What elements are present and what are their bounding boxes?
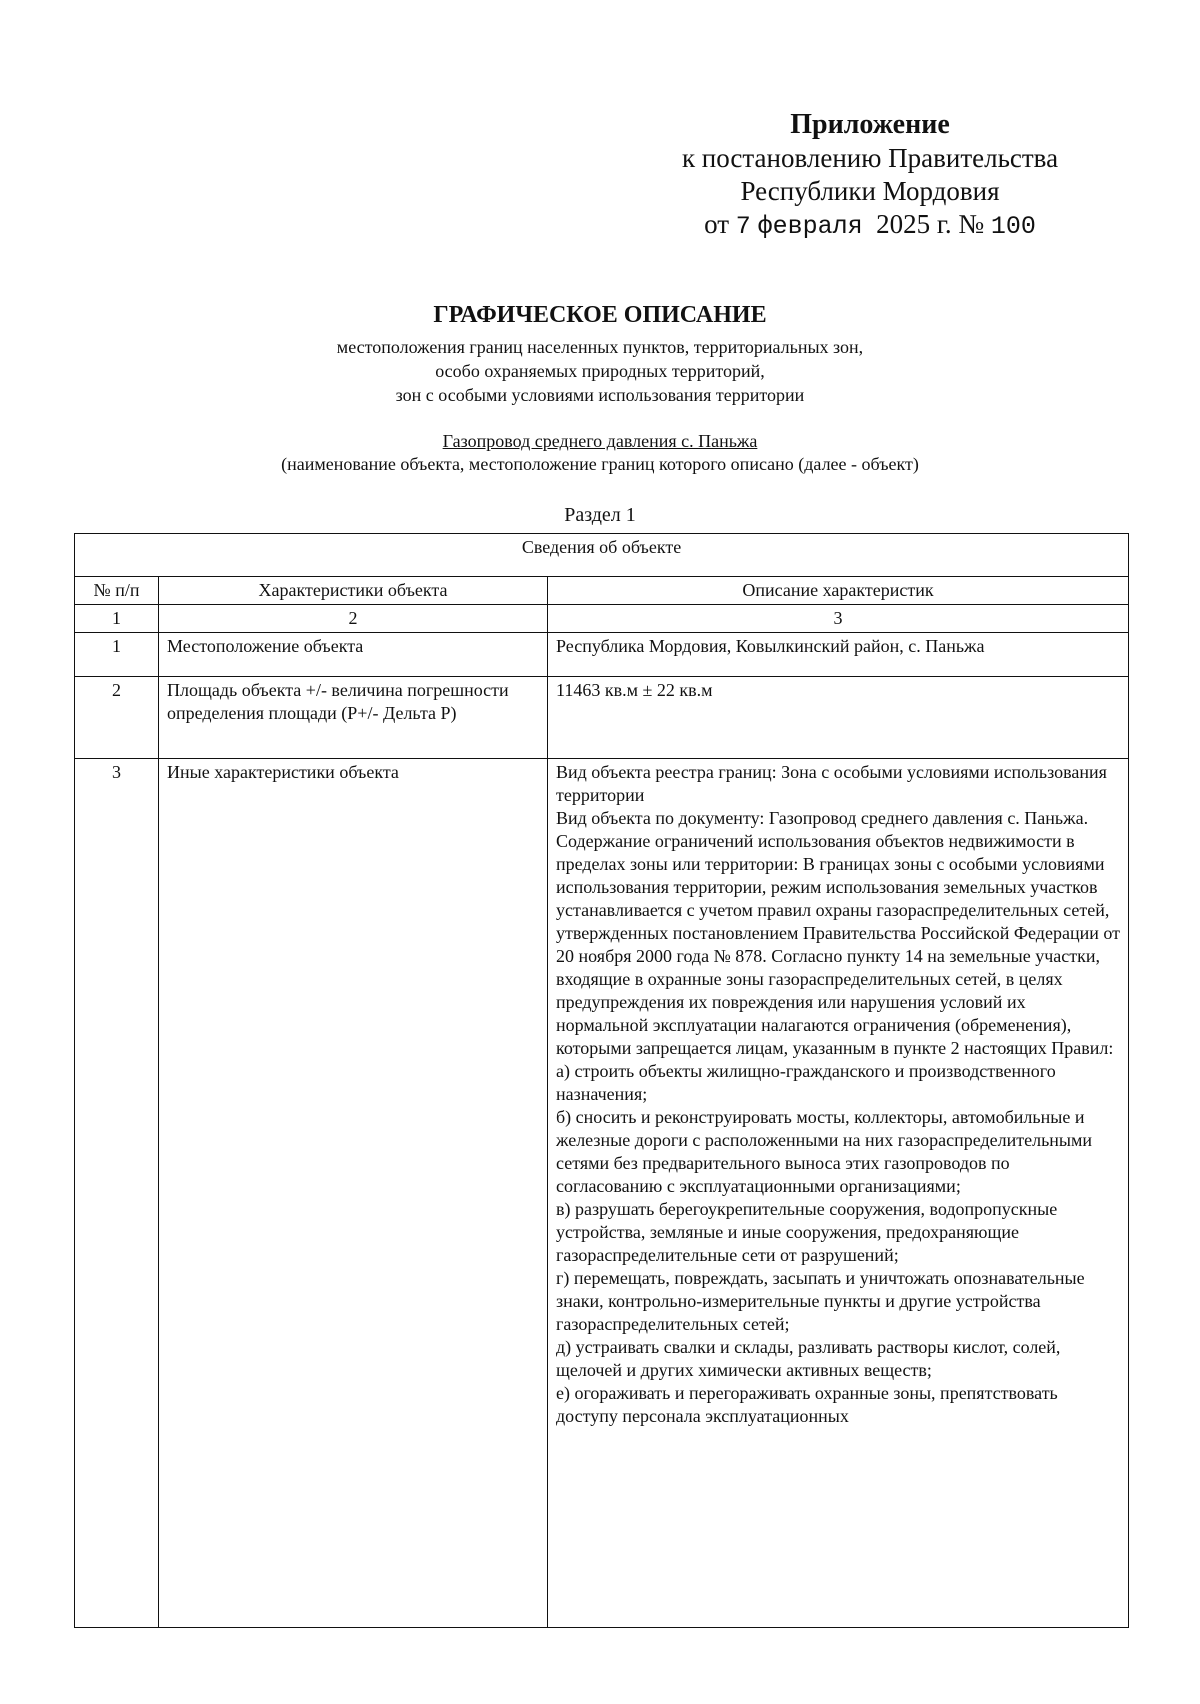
object-name-caption: (наименование объекта, местоположение границ которого описано (далее - объект) — [281, 454, 919, 474]
row-characteristic: Иные характеристики объекта — [159, 759, 548, 1628]
date-day: 7 — [735, 212, 751, 241]
description-paragraph: Содержание ограничений использования объектов недвижимости в пределах зоны или территории: В границах зоны с особыми условиями использования территории, режим использования земельных участков устанавливается с учетом правил охраны газораспределительных сетей, утвержденных постановлением Правительства Российской Федерации от 20 ноября 2000 года № 878. Согласно пункту 14 на земельные участки, входящие в охранные зоны газораспределительных сетей, в целях предупреждения их повреждения или нарушения условий их нормальной эксплуатации налагаются ограничения (обременения), которыми запрещается лицам, указанным в пункте 2 настоящих Правил: — [556, 831, 1120, 1058]
table-caption: Сведения об объекте — [75, 534, 1129, 577]
row-description — [548, 759, 1129, 1628]
document-number: 100 — [990, 212, 1036, 241]
table-row — [75, 633, 1129, 677]
date-year: 2025 г. — [876, 209, 952, 239]
object-name-block — [0, 430, 1200, 476]
appendix-date-line — [630, 208, 1110, 243]
description-paragraph: Вид объекта реестра границ: Зона с особыми условиями использования территории — [556, 762, 1107, 805]
subtitle-line: особо охраняемых природных территорий, — [435, 361, 765, 381]
section-label: Раздел 1 — [564, 504, 636, 526]
header-description: Описание характеристик — [548, 577, 1129, 605]
description-paragraph: г) перемещать, повреждать, засыпать и уничтожать опознавательные знаки, контрольно-измерительные пункты и другие устройства газораспределительных сетей; — [556, 1268, 1085, 1334]
description-paragraph: Республика Мордовия, Ковылкинский район, с. Паньжа — [556, 636, 985, 656]
subtitle-line: зон с особыми условиями использования территории — [395, 385, 805, 405]
row-number: 1 — [75, 633, 159, 677]
header-number: № п/п — [75, 577, 159, 605]
document-subtitle — [0, 335, 1200, 407]
description-paragraph: в) разрушать берегоукрепительные сооружения, водопропускные устройства, земляные и иные сооружения, предохраняющие газораспределительные сети от разрушений; — [556, 1199, 1058, 1265]
table-row — [75, 677, 1129, 759]
column-number: 3 — [548, 605, 1129, 633]
column-number: 1 — [75, 605, 159, 633]
appendix-title: Приложение — [790, 109, 950, 140]
appendix-line-2: Республики Мордовия — [740, 176, 1000, 206]
description-paragraph: 11463 кв.м ± 22 кв.м — [556, 680, 713, 700]
row-description — [548, 677, 1129, 759]
row-number: 3 — [75, 759, 159, 1628]
date-month: февраля — [757, 212, 863, 241]
date-prefix: от — [704, 209, 730, 239]
appendix-block — [630, 108, 1110, 243]
row-description — [548, 633, 1129, 677]
object-info-table — [74, 533, 1129, 1628]
appendix-line-1: к постановлению Правительства — [681, 143, 1059, 173]
row-number: 2 — [75, 677, 159, 759]
description-paragraph: а) строить объекты жилищно-гражданского и производственного назначения; — [556, 1061, 1056, 1104]
table-row — [75, 759, 1129, 1628]
description-paragraph: е) огораживать и перегораживать охранные зоны, препятствовать доступу персонала эксплуатационных — [556, 1383, 1058, 1426]
header-characteristic: Характеристики объекта — [159, 577, 548, 605]
description-paragraph: Вид объекта по документу: Газопровод среднего давления с. Паньжа. — [556, 808, 1089, 828]
document-title: ГРАФИЧЕСКОЕ ОПИСАНИЕ — [433, 302, 767, 328]
subtitle-line: местоположения границ населенных пунктов, территориальных зон, — [336, 337, 864, 357]
row-characteristic: Площадь объекта +/- величина погрешности определения площади (Р+/- Дельта Р) — [159, 677, 548, 759]
number-sign: № — [958, 209, 985, 239]
column-number: 2 — [159, 605, 548, 633]
object-name: Газопровод среднего давления с. Паньжа — [442, 431, 758, 451]
description-paragraph: д) устраивать свалки и склады, разливать растворы кислот, солей, щелочей и других химически активных веществ; — [556, 1337, 1061, 1380]
row-characteristic: Местоположение объекта — [159, 633, 548, 677]
description-paragraph: б) сносить и реконструировать мосты, коллекторы, автомобильные и железные дороги с расположенными на них газораспределительными сетями без предварительного выноса этих газопроводов по согласованию с эксплуатационными организациями; — [556, 1107, 1093, 1196]
